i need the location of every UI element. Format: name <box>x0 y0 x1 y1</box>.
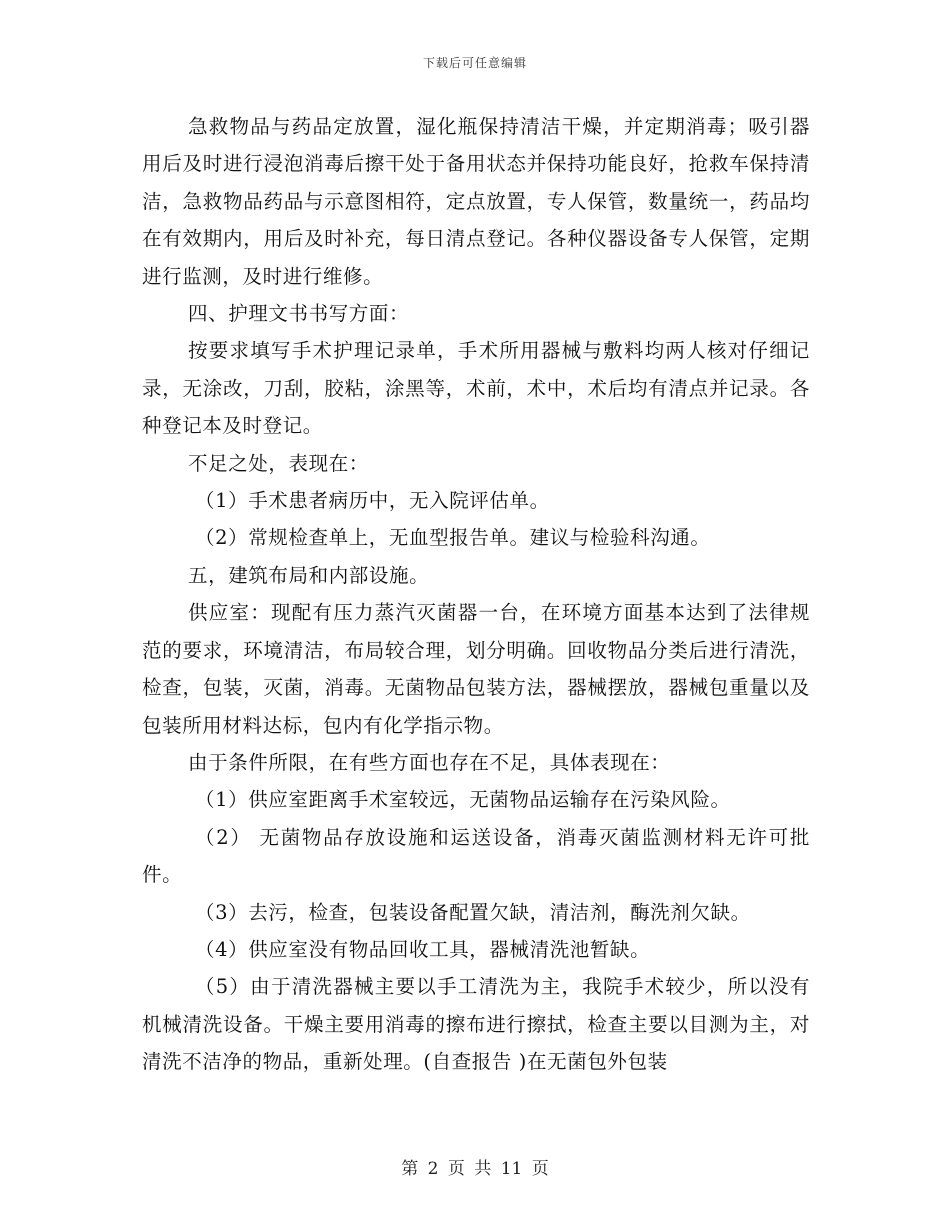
list-item-limitation-3: （3）去污，检查，包装设备配置欠缺，清洁剂，酶洗剂欠缺。 <box>195 900 751 924</box>
list-item-limitation-2: （2） 无菌物品存放设施和运送设备，消毒灭菌监测材料无许可批件。 <box>142 825 810 887</box>
section-heading-nursing-documents: 四、护理文书书写方面： <box>188 302 410 326</box>
paragraph-nursing-records: 按要求填写手术护理记录单，手术所用器械与敷料均两人核对仔细记录，无涂改，刀刮，胶粘，涂黑等，术前，术中，术后均有清点并记录。各种登记本及时登记。 <box>142 339 810 438</box>
list-item-shortcoming-1: （1）手术患者病历中，无入院评估单。 <box>195 489 550 513</box>
section-heading-building-layout: 五，建筑布局和内部设施。 <box>188 563 430 587</box>
list-item-limitation-5: （5）由于清洗器械主要以手工清洗为主，我院手术较少，所以没有机械清洗设备。干燥主要用消毒的擦布进行擦拭，检查主要以目测为主，对清洗不洁净的物品，重新处理。(自查报告 )在无菌包外包装 <box>142 975 810 1074</box>
page-header: 下载后可任意编辑 <box>422 56 527 70</box>
list-item-limitation-1: （1）供应室距离手术室较远，无菌物品运输存在污染风险。 <box>195 788 731 812</box>
list-item-limitation-4: （4）供应室没有物品回收工具，器械清洗池暂缺。 <box>195 937 651 961</box>
document-body <box>142 108 810 1081</box>
page-number-footer: 第 2 页 共 11 页 <box>401 1159 549 1179</box>
paragraph-supply-room: 供应室：现配有压力蒸汽灭菌器一台，在环境方面基本达到了法律规范的要求，环境清洁，布局较合理，划分明确。回收物品分类后进行清洗，检查，包装，灭菌，消毒。无菌物品包装方法，器械摆放，器械包重量以及包装所用材料达标，包内有化学指示物。 <box>142 601 810 737</box>
paragraph-shortcomings-intro: 不足之处，表现在： <box>188 451 369 475</box>
paragraph-emergency-supplies: 急救物品与药品定放置，湿化瓶保持清洁干燥，并定期消毒；吸引器用后及时进行浸泡消毒后擦干处于备用状态并保持功能良好，抢救车保持清洁，急救物品药品与示意图相符，定点放置，专人保管，数量统一，药品均在有效期内，用后及时补充，每日清点登记。各种仪器设备专人保管，定期进行监测，及时进行维修。 <box>142 115 810 288</box>
paragraph-limitations-intro: 由于条件所限，在有些方面也存在不足，具体表现在： <box>188 750 671 774</box>
list-item-shortcoming-2: （2）常规检查单上，无血型报告单。建议与检验科沟通。 <box>195 526 711 550</box>
